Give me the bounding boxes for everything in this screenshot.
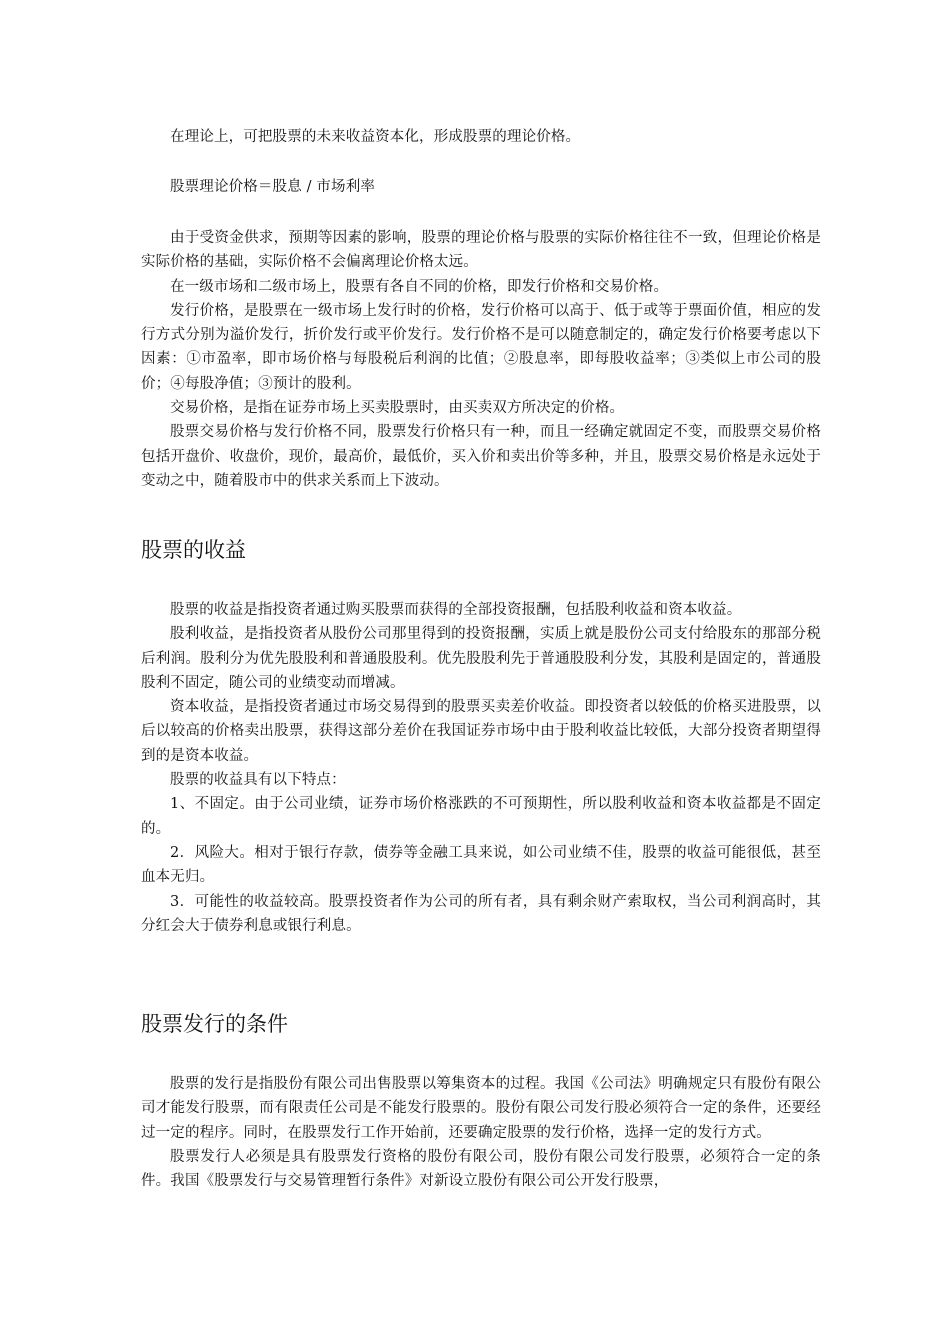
paragraph: 由于受资金供求，预期等因素的影响，股票的理论价格与股票的实际价格往往不一致，但理论价格是实际价格的基础，实际价格不会偏离理论价格太远。	[141, 230, 821, 271]
paragraph: 在一级市场和二级市场上，股票有各自不同的价格，即发行价格和交易价格。	[170, 278, 669, 295]
list-item: 3．可能性的收益较高。股票投资者作为公司的所有者，具有剩余财产索取权，当公司利润高时，其分红会大于债券利息或银行利息。	[141, 893, 821, 934]
paragraph: 股利收益，是指投资者从股份公司那里得到的投资报酬，实质上就是股份公司支付给股东的那部分税后利润。股利分为优先股股利和普通股股利。优先股股利先于普通股股利分发，其股利是固定的，普通股股利不固定，随公司的业绩变动而增减。	[141, 626, 821, 691]
section-heading-income: 股票的收益	[141, 538, 246, 562]
section-heading-issue: 股票发行的条件	[141, 1012, 288, 1036]
paragraph: 股票的发行是指股份有限公司出售股票以筹集资本的过程。我国《公司法》明确规定只有股份有限公司才能发行股票，而有限责任公司是不能发行股票的。股份有限公司发行股必须符合一定的条件，还要经过一定的程序。同时，在股票发行工作开始前，还要确定股票的发行价格，选择一定的发行方式。	[141, 1076, 821, 1141]
paragraph: 股票发行人必须是具有股票发行资格的股份有限公司，股份有限公司发行股票，必须符合一定的条件。我国《股票发行与交易管理暂行条件》对新设立股份有限公司公开发行股票，	[141, 1148, 821, 1190]
formula-line	[141, 175, 821, 199]
paragraph: 股票的收益具有以下特点：	[170, 772, 346, 789]
income-body	[141, 598, 821, 938]
paragraph: 股票的收益是指投资者通过购买股票而获得的全部投资报酬，包括股利收益和资本收益。	[170, 602, 742, 618]
issue-body	[141, 1072, 821, 1193]
intro-paragraph-1	[141, 125, 821, 149]
paragraph: 交易价格，是指在证券市场上买卖股票时，由买卖双方所决定的价格。	[170, 400, 625, 417]
paragraph: 股票交易价格与发行价格不同，股票发行价格只有一种，而且一经确定就固定不变，而股票交易价格包括开盘价、收盘价，现价，最高价，最低价，买入价和卖出价等多种，并且，股票交易价格是永远处于变动之中，随着股市中的供求关系而上下波动。	[141, 424, 821, 489]
list-item: 2．风险大。相对于银行存款，债券等金融工具来说，如公司业绩不佳，股票的收益可能很低，甚至血本无归。	[141, 844, 821, 886]
formula-text: 股票理论价格＝股息 / 市场利率	[170, 179, 376, 195]
paragraph: 在理论上，可把股票的未来收益资本化，形成股票的理论价格。	[170, 129, 581, 145]
list-item: 1、不固定。由于公司业绩，证券市场价格涨跌的不可预期性，所以股利收益和资本收益都是不固定的。	[141, 796, 821, 837]
paragraph: 资本收益，是指投资者通过市场交易得到的股票买卖差价收益。即投资者以较低的价格买进股票，以后以较高的价格卖出股票，获得这部分差价在我国证券市场中由于股利收益比较低，大部分投资者期望得到的是资本收益。	[141, 699, 821, 764]
intro-body	[141, 226, 821, 493]
paragraph: 发行价格，是股票在一级市场上发行时的价格，发行价格可以高于、低于或等于票面价值，相应的发行方式分别为溢价发行，折价发行或平价发行。发行价格不是可以随意制定的，确定发行价格要考虑以下因素：①市盈率，即市场价格与每股税后利润的比值；②股息率，即每股收益率；③类似上市公司的股价；④每股净值；③预计的股利。	[141, 302, 821, 392]
